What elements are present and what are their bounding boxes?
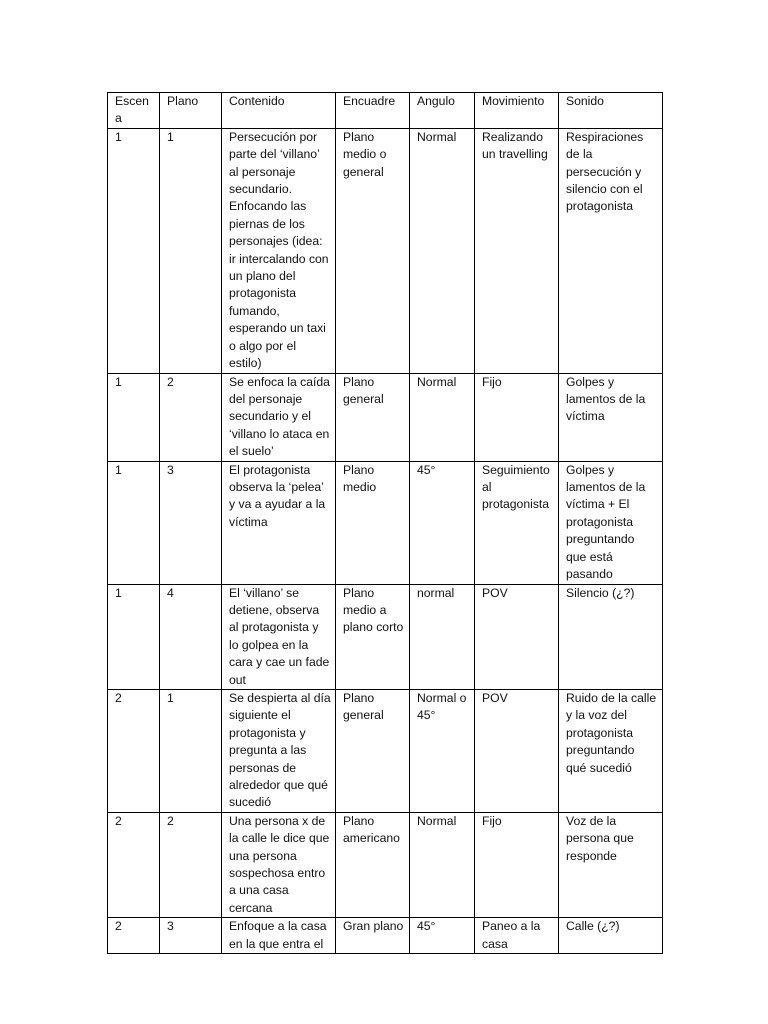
cell-movimiento: Realizando un travelling [475, 128, 559, 373]
cell-encuadre: Plano general [336, 373, 410, 461]
cell-plano: 1 [160, 128, 222, 373]
cell-sonido: Respiraciones de la persecución y silencio con el protagonista [559, 128, 663, 373]
cell-sonido: Voz de la persona que responde [559, 812, 663, 917]
table-row [108, 689, 663, 812]
cell-movimiento: Fijo [475, 373, 559, 461]
cell-escena: 2 [108, 689, 160, 812]
cell-movimiento: Fijo [475, 812, 559, 917]
cell-plano: 2 [160, 373, 222, 461]
header-contenido: Contenido [222, 93, 336, 129]
cell-angulo: Normal [410, 373, 475, 461]
cell-angulo: Normal o 45° [410, 689, 475, 812]
cell-movimiento: Paneo a la casa [475, 918, 559, 954]
cell-escena: 2 [108, 918, 160, 954]
cell-encuadre: Plano medio [336, 461, 410, 584]
header-movimiento: Movimiento [475, 93, 559, 129]
cell-contenido: Una persona x de la calle le dice que una persona sospechosa entro a una casa cercana [222, 812, 336, 917]
cell-sonido: Silencio (¿?) [559, 584, 663, 689]
cell-sonido: Calle (¿?) [559, 918, 663, 954]
cell-sonido: Golpes y lamentos de la víctima [559, 373, 663, 461]
storyboard-table [107, 92, 663, 954]
cell-encuadre: Plano medio a plano corto [336, 584, 410, 689]
header-escena: Escena [108, 93, 160, 129]
table-row [108, 812, 663, 917]
cell-angulo: Normal [410, 128, 475, 373]
table-row [108, 128, 663, 373]
cell-plano: 3 [160, 918, 222, 954]
cell-contenido: El protagonista observa la ‘pelea’ y va a ayudar a la víctima [222, 461, 336, 584]
cell-encuadre: Plano general [336, 689, 410, 812]
cell-plano: 4 [160, 584, 222, 689]
cell-plano: 3 [160, 461, 222, 584]
cell-contenido: Enfoque a la casa en la que entra el [222, 918, 336, 954]
cell-escena: 2 [108, 812, 160, 917]
cell-movimiento: POV [475, 689, 559, 812]
cell-encuadre: Plano medio o general [336, 128, 410, 373]
cell-escena: 1 [108, 128, 160, 373]
header-angulo: Angulo [410, 93, 475, 129]
cell-angulo: normal [410, 584, 475, 689]
table-row [108, 461, 663, 584]
cell-encuadre: Plano americano [336, 812, 410, 917]
cell-escena: 1 [108, 584, 160, 689]
cell-contenido: El ‘villano’ se detiene, observa al protagonista y lo golpea en la cara y cae un fade out [222, 584, 336, 689]
cell-sonido: Golpes y lamentos de la víctima + El protagonista preguntando que está pasando [559, 461, 663, 584]
cell-contenido: Se despierta al día siguiente el protagonista y pregunta a las personas de alrededor que qué sucedió [222, 689, 336, 812]
cell-contenido: Persecución por parte del ‘villano’ al personaje secundario. Enfocando las piernas de los personajes (idea: ir intercalando con un plano del protagonista fumando, esperando un taxi o algo por el estilo) [222, 128, 336, 373]
cell-movimiento: Seguimiento al protagonista [475, 461, 559, 584]
cell-escena: 1 [108, 461, 160, 584]
cell-encuadre: Gran plano [336, 918, 410, 954]
cell-angulo: Normal [410, 812, 475, 917]
cell-plano: 1 [160, 689, 222, 812]
table-row [108, 373, 663, 461]
table-row [108, 918, 663, 954]
cell-contenido: Se enfoca la caída del personaje secundario y el ‘villano lo ataca en el suelo’ [222, 373, 336, 461]
cell-movimiento: POV [475, 584, 559, 689]
table-header-row [108, 93, 663, 129]
header-plano: Plano [160, 93, 222, 129]
cell-angulo: 45° [410, 918, 475, 954]
cell-angulo: 45° [410, 461, 475, 584]
header-encuadre: Encuadre [336, 93, 410, 129]
header-sonido: Sonido [559, 93, 663, 129]
table-row [108, 584, 663, 689]
cell-sonido: Ruido de la calle y la voz del protagonista preguntando qué sucedió [559, 689, 663, 812]
cell-plano: 2 [160, 812, 222, 917]
cell-escena: 1 [108, 373, 160, 461]
